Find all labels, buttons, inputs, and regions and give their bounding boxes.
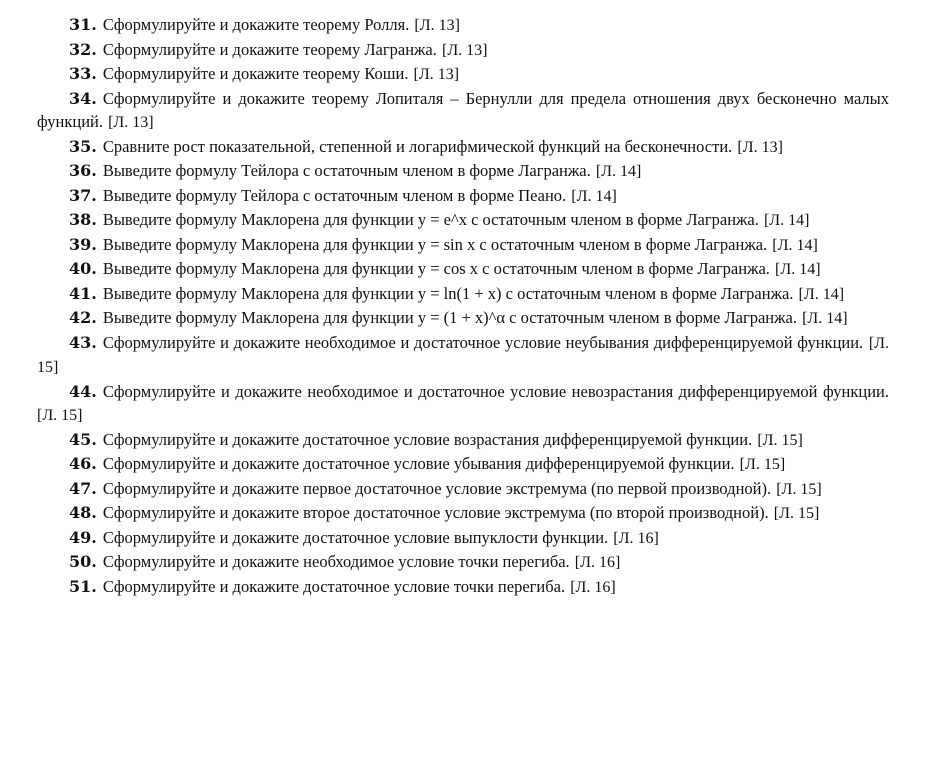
question-number: 45. xyxy=(69,429,97,449)
lecture-ref: [Л. 15] xyxy=(757,431,803,449)
lecture-ref: [Л. 15] xyxy=(37,407,83,424)
lecture-ref: [Л. 14] xyxy=(802,310,848,327)
question-text: Сформулируйте и докажите теорему Ролля. xyxy=(102,15,410,34)
question-number: 48. xyxy=(69,503,97,522)
lecture-ref: [Л. 16] xyxy=(613,529,659,547)
question-item xyxy=(37,306,889,331)
question-text: Сформулируйте и докажите теорему Коши. xyxy=(102,64,409,83)
question-text: Сравните рост показательной, степенной и логарифмической функций на бесконечности. xyxy=(102,136,733,156)
question-item xyxy=(37,38,889,63)
question-number: 42. xyxy=(69,308,97,327)
question-item xyxy=(37,62,889,87)
question-number: 38. xyxy=(69,210,97,229)
lecture-ref: [Л. 13] xyxy=(441,41,488,59)
question-item xyxy=(37,282,889,307)
question-text: Сформулируйте и докажите теорему Лопиталя – Бернулли для предела отношения двух бесконечно малых функций. xyxy=(37,88,889,131)
question-item xyxy=(37,380,889,428)
question-text: Сформулируйте и докажите необходимое и достаточное условие неубывания дифференцируемой функции. xyxy=(102,332,864,352)
question-number: 33. xyxy=(69,64,97,83)
lecture-ref: [Л. 13] xyxy=(737,138,783,156)
question-number: 44. xyxy=(69,381,97,401)
question-item xyxy=(37,452,889,477)
lecture-ref: [Л. 15] xyxy=(773,505,820,522)
question-text: Сформулируйте и докажите необходимое условие точки перегиба. xyxy=(102,552,570,571)
lecture-ref: [Л. 14] xyxy=(772,236,818,254)
question-text: Выведите формулу Маклорена для функции y = e^x с остаточным членом в форме Лагранжа. xyxy=(102,210,759,229)
lecture-ref: [Л. 16] xyxy=(574,554,621,571)
question-item xyxy=(37,550,889,575)
question-text: Сформулируйте и докажите необходимое и достаточное условие невозрастания дифференцируемой функции. xyxy=(102,381,889,401)
question-text: Выведите формулу Тейлора с остаточным членом в форме Пеано. xyxy=(102,185,567,205)
lecture-ref: [Л. 14] xyxy=(571,187,617,205)
question-number: 43. xyxy=(69,332,97,352)
question-text: Выведите формулу Маклорена для функции y = cos x с остаточным членом в форме Лагранжа. xyxy=(102,259,770,278)
question-item xyxy=(37,575,889,600)
lecture-ref: [Л. 15] xyxy=(37,334,889,376)
question-number: 31. xyxy=(69,15,97,34)
question-text: Выведите формулу Маклорена для функции y = ln(1 + x) с остаточным членом в форме Лагранжа. xyxy=(102,283,794,303)
question-number: 50. xyxy=(69,552,97,571)
question-list xyxy=(37,13,889,599)
question-text: Выведите формулу Тейлора с остаточным членом в форме Лагранжа. xyxy=(102,161,591,180)
lecture-ref: [Л. 15] xyxy=(776,480,822,498)
question-item xyxy=(37,428,889,453)
question-item xyxy=(37,257,889,282)
question-number: 35. xyxy=(69,136,97,156)
lecture-ref: [Л. 15] xyxy=(739,456,786,473)
question-number: 51. xyxy=(69,576,97,596)
question-number: 34. xyxy=(69,88,97,108)
question-item xyxy=(37,159,889,184)
lecture-ref: [Л. 14] xyxy=(763,212,810,229)
question-item xyxy=(37,87,889,135)
question-number: 36. xyxy=(69,161,97,180)
lecture-ref: [Л. 13] xyxy=(414,17,460,34)
question-item xyxy=(37,526,889,551)
question-item xyxy=(37,208,889,233)
question-number: 41. xyxy=(69,283,97,303)
question-item xyxy=(37,501,889,526)
question-item xyxy=(37,477,889,502)
question-number: 37. xyxy=(69,185,97,205)
question-item xyxy=(37,13,889,38)
question-item xyxy=(37,184,889,209)
question-text: Сформулируйте и докажите достаточное условие убывания дифференцируемой функции. xyxy=(102,454,735,473)
question-text: Сформулируйте и докажите первое достаточное условие экстремума (по первой производной). xyxy=(102,478,772,498)
lecture-ref: [Л. 13] xyxy=(108,114,154,131)
lecture-ref: [Л. 14] xyxy=(595,163,642,180)
question-item xyxy=(37,331,889,380)
question-number: 47. xyxy=(69,478,97,498)
question-number: 49. xyxy=(69,527,97,547)
lecture-ref: [Л. 13] xyxy=(413,66,460,83)
lecture-ref: [Л. 14] xyxy=(798,285,845,303)
question-number: 40. xyxy=(69,259,97,278)
question-number: 39. xyxy=(69,234,97,254)
question-item xyxy=(37,135,889,160)
question-item xyxy=(37,233,889,258)
question-text: Сформулируйте и докажите теорему Лагранжа. xyxy=(102,39,437,59)
question-number: 32. xyxy=(69,39,97,59)
lecture-ref: [Л. 14] xyxy=(775,261,821,278)
question-text: Сформулируйте и докажите достаточное условие выпуклости функции. xyxy=(102,527,609,547)
question-number: 46. xyxy=(69,454,97,473)
question-text: Сформулируйте и докажите достаточное условие точки перегиба. xyxy=(102,576,566,596)
question-text: Сформулируйте и докажите достаточное условие возрастания дифференцируемой функции. xyxy=(102,429,753,449)
lecture-ref: [Л. 16] xyxy=(570,578,616,596)
question-text: Выведите формулу Маклорена для функции y = (1 + x)^α с остаточным членом в форме Лагранжа. xyxy=(102,308,797,327)
question-text: Выведите формулу Маклорена для функции y = sin x с остаточным членом в форме Лагранжа. xyxy=(102,234,768,254)
question-text: Сформулируйте и докажите второе достаточное условие экстремума (по второй производной). xyxy=(102,503,769,522)
